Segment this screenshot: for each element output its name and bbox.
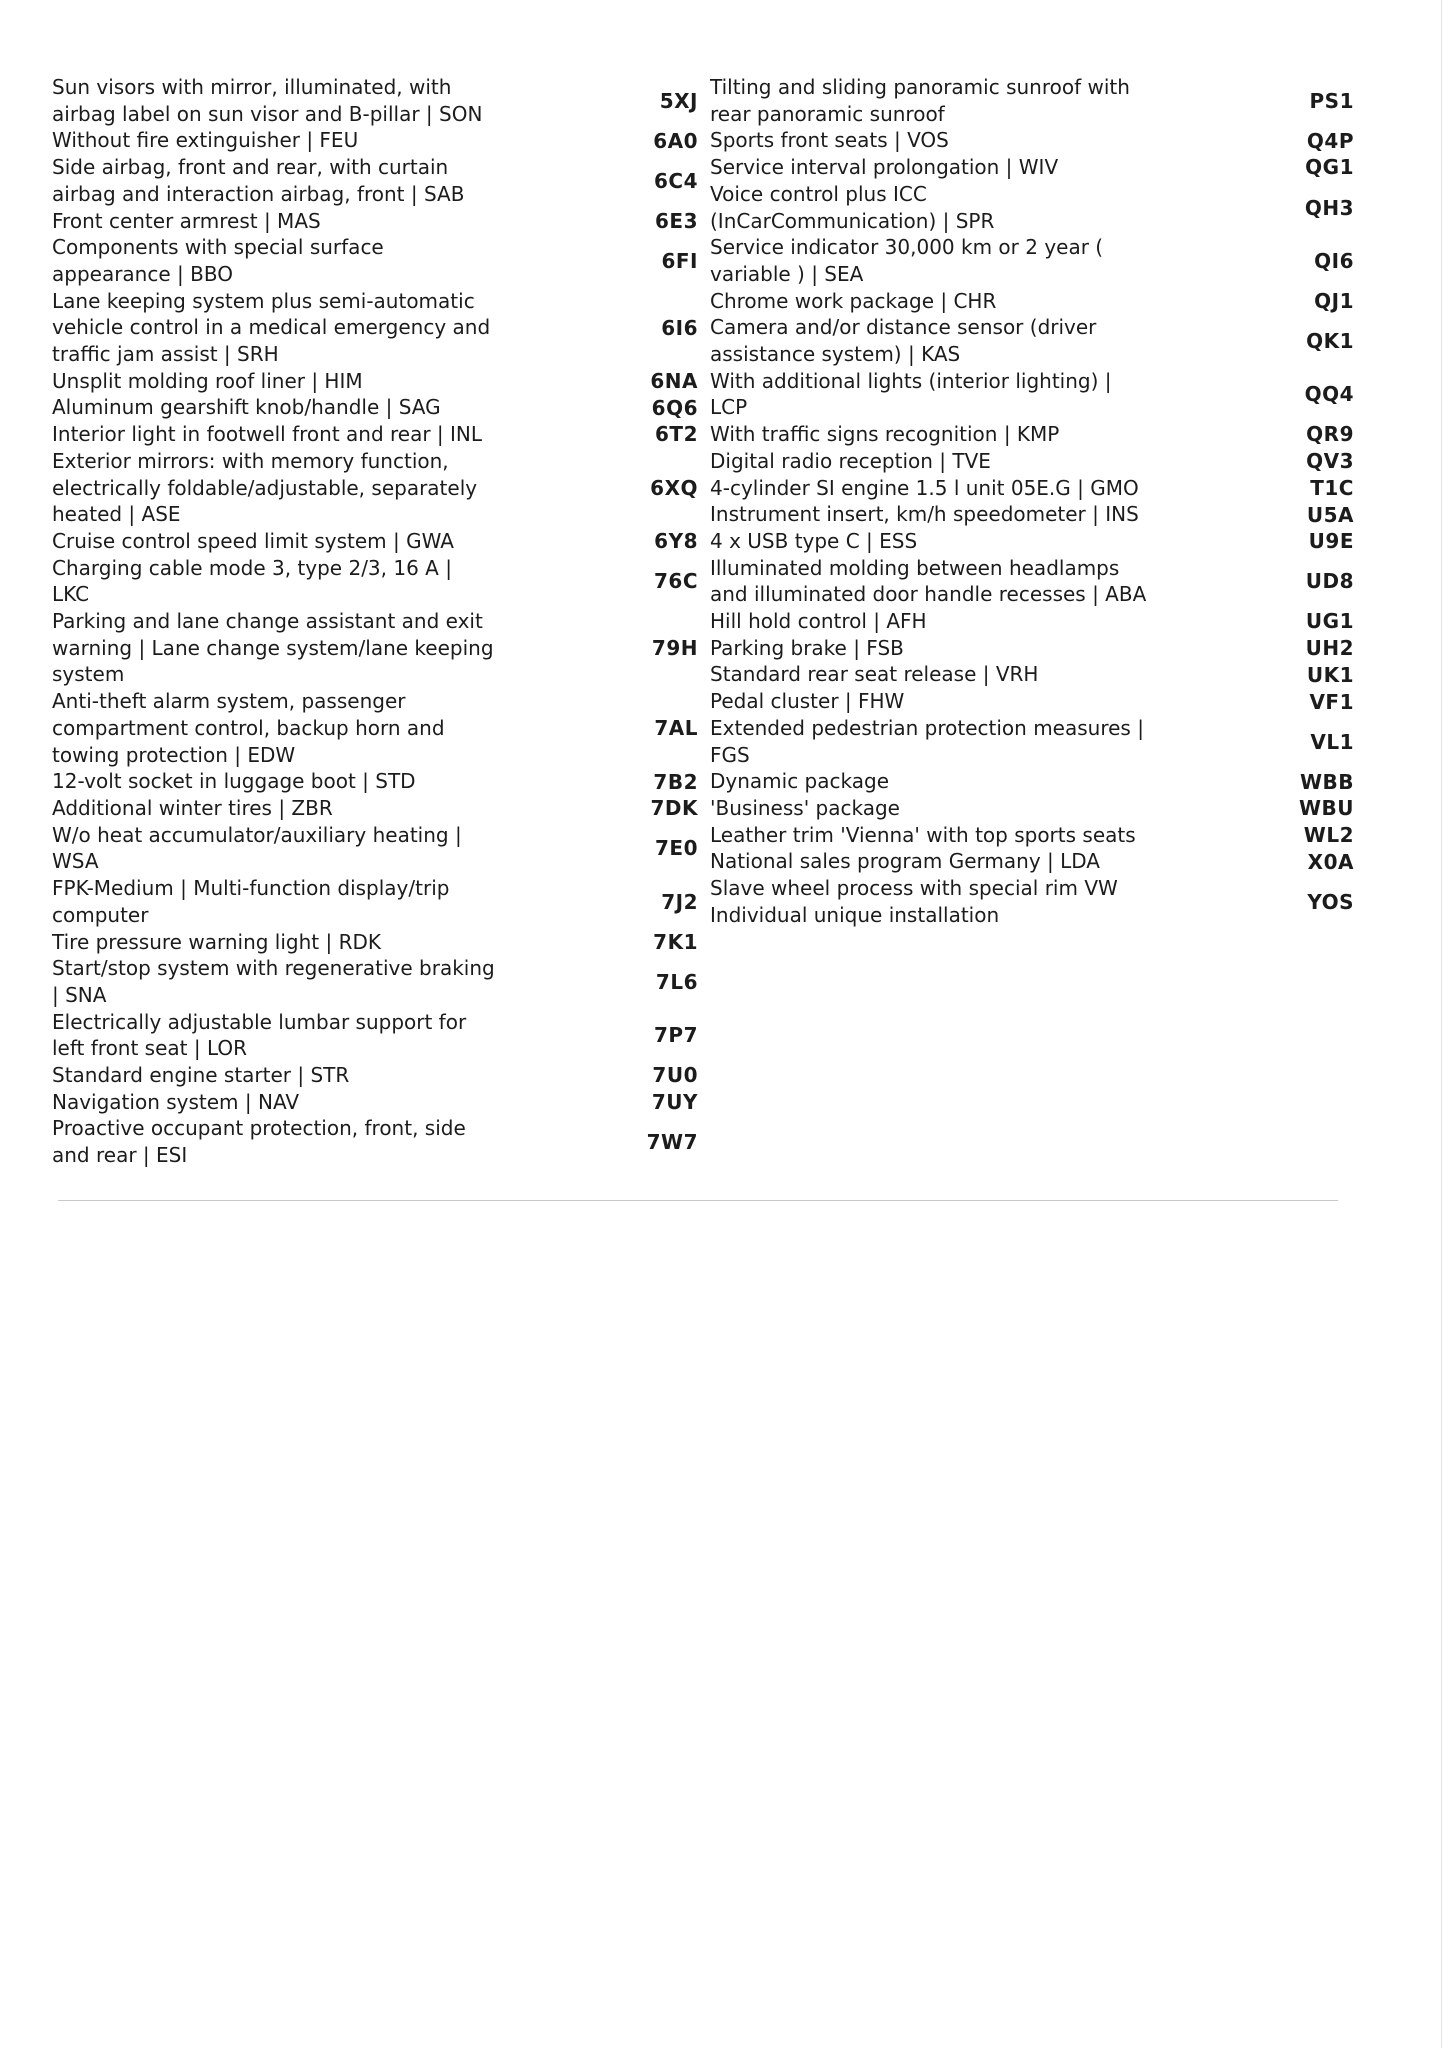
option-description: Electrically adjustable lumbar support for left front seat | LOR xyxy=(52,1009,467,1061)
option-description: Components with special surface appearance | BBO xyxy=(52,235,384,286)
option-code: 6I6 xyxy=(661,315,698,340)
option-description: Cruise control speed limit system | GWA xyxy=(52,528,454,553)
option-description: Voice control plus ICC (InCarCommunication) | SPR xyxy=(710,181,995,233)
option-code: QG1 xyxy=(1305,155,1354,180)
option-code: 7E0 xyxy=(655,836,698,861)
option-code: X0A xyxy=(1307,849,1354,874)
option-description: 'Business' package xyxy=(710,795,900,820)
option-row xyxy=(52,795,698,822)
option-row xyxy=(52,421,698,448)
option-row xyxy=(52,768,698,795)
option-description: Navigation system | NAV xyxy=(52,1089,300,1114)
option-description: Slave wheel process with special rim VW Individual unique installation xyxy=(710,876,1118,927)
option-description: Pedal cluster | FHW xyxy=(710,689,905,714)
option-description: Without fire extinguisher | FEU xyxy=(52,128,359,153)
option-row xyxy=(710,608,1354,635)
option-code: QH3 xyxy=(1304,195,1354,220)
option-description: Digital radio reception | TVE xyxy=(710,448,991,473)
option-code: UK1 xyxy=(1306,662,1354,687)
option-description: Service indicator 30,000 km or 2 year ( variable ) | SEA xyxy=(710,235,1104,286)
option-description: Chrome work package | CHR xyxy=(710,288,997,313)
option-row xyxy=(52,127,698,154)
option-row xyxy=(52,528,698,555)
option-description: Camera and/or distance sensor (driver assistance system) | KAS xyxy=(710,315,1097,367)
option-description: Start/stop system with regenerative braking | SNA xyxy=(52,956,495,1007)
option-code: 79H xyxy=(651,636,698,661)
option-row xyxy=(710,288,1354,315)
option-row xyxy=(710,822,1354,849)
option-description: Unsplit molding roof liner | HIM xyxy=(52,368,363,393)
option-code: UH2 xyxy=(1305,636,1354,661)
option-row xyxy=(710,661,1354,688)
option-row xyxy=(710,768,1354,795)
option-description: 4 x USB type C | ESS xyxy=(710,528,918,553)
option-code: YOS xyxy=(1307,889,1354,914)
option-row xyxy=(710,848,1354,875)
option-description: 4-cylinder SI engine 1.5 l unit 05E.G | GMO xyxy=(710,475,1139,500)
option-description: Hill hold control | AFH xyxy=(710,609,927,634)
option-description: Sun visors with mirror, illuminated, with airbag label on sun visor and B-pillar | SON xyxy=(52,75,483,126)
option-row xyxy=(710,795,1354,822)
option-description: Service interval prolongation | WIV xyxy=(710,155,1059,180)
option-row xyxy=(52,955,698,1008)
option-code: 7W7 xyxy=(646,1130,698,1155)
option-row xyxy=(710,688,1354,715)
option-row xyxy=(710,181,1354,234)
option-row xyxy=(710,421,1354,448)
option-description: Leather trim 'Vienna' with top sports seats xyxy=(710,822,1136,847)
option-row xyxy=(710,635,1354,662)
option-row xyxy=(710,715,1354,768)
option-description: Anti-theft alarm system, passenger compartment control, backup horn and towing protection | EDW xyxy=(52,689,445,767)
option-description: Interior light in footwell front and rear | INL xyxy=(52,422,483,447)
option-code: VL1 xyxy=(1310,729,1354,754)
option-row xyxy=(710,368,1354,421)
option-description: Parking and lane change assistant and exit warning | Lane change system/lane keeping system xyxy=(52,609,494,687)
option-description: W/o heat accumulator/auxiliary heating | WSA xyxy=(52,822,462,874)
option-code: UG1 xyxy=(1305,609,1354,634)
option-row xyxy=(52,688,698,768)
option-row xyxy=(710,74,1354,127)
option-description: With traffic signs recognition | KMP xyxy=(710,422,1060,447)
option-code: 7P7 xyxy=(654,1023,698,1048)
option-row xyxy=(52,1062,698,1089)
option-description: Illuminated molding between headlamps and illuminated door handle recesses | ABA xyxy=(710,555,1147,607)
option-row xyxy=(52,154,698,207)
option-code: 6Y8 xyxy=(654,529,698,554)
option-row xyxy=(52,1009,698,1062)
option-code: 6Q6 xyxy=(651,395,698,420)
option-description: Standard engine starter | STR xyxy=(52,1063,350,1088)
option-code: T1C xyxy=(1310,475,1354,500)
option-code: 7DK xyxy=(650,796,698,821)
option-code: Q4P xyxy=(1306,128,1354,153)
option-code: QR9 xyxy=(1306,422,1354,447)
option-code: 6E3 xyxy=(655,208,698,233)
option-row xyxy=(52,1115,698,1168)
option-description: National sales program Germany | LDA xyxy=(710,849,1100,874)
option-code: 7U0 xyxy=(652,1063,698,1088)
option-row xyxy=(52,234,698,287)
option-description: Sports front seats | VOS xyxy=(710,128,949,153)
option-description: Tire pressure warning light | RDK xyxy=(52,929,381,954)
option-code: 6C4 xyxy=(653,168,698,193)
option-row xyxy=(710,154,1354,181)
option-row xyxy=(710,528,1354,555)
section-divider xyxy=(58,1200,1338,1201)
option-code: WBB xyxy=(1299,769,1354,794)
option-row xyxy=(52,288,698,368)
option-code: 6FI xyxy=(661,248,698,273)
option-code: VF1 xyxy=(1309,689,1354,714)
option-code: 6T2 xyxy=(655,422,698,447)
option-description: Instrument insert, km/h speedometer | INS xyxy=(710,502,1139,527)
option-row xyxy=(710,475,1354,502)
option-description: Lane keeping system plus semi-automatic vehicle control in a medical emergency and traffic jam assist | SRH xyxy=(52,288,491,367)
option-code: 76C xyxy=(653,569,698,594)
option-row xyxy=(52,1089,698,1116)
options-list-left xyxy=(52,74,698,1169)
option-code: 7K1 xyxy=(653,929,698,954)
option-code: QI6 xyxy=(1314,248,1354,273)
option-row xyxy=(710,501,1354,528)
option-description: Additional winter tires | ZBR xyxy=(52,795,333,820)
option-row xyxy=(52,448,698,528)
option-description: FPK-Medium | Multi-function display/trip computer xyxy=(52,876,450,927)
option-description: With additional lights (interior lighting) | LCP xyxy=(710,368,1112,420)
option-code: 7J2 xyxy=(661,889,698,914)
option-row xyxy=(710,555,1354,608)
option-code: 7AL xyxy=(654,716,698,741)
scan-edge xyxy=(1441,0,1442,2048)
option-description: Side airbag, front and rear, with curtain airbag and interaction airbag, front | SAB xyxy=(52,155,465,206)
option-row xyxy=(52,875,698,928)
option-row xyxy=(710,875,1354,928)
option-description: Front center armrest | MAS xyxy=(52,208,321,233)
option-row xyxy=(710,127,1354,154)
option-row xyxy=(52,394,698,421)
option-description: Aluminum gearshift knob/handle | SAG xyxy=(52,395,441,420)
option-row xyxy=(710,234,1354,287)
option-code: QK1 xyxy=(1306,329,1354,354)
option-code: 6NA xyxy=(650,369,698,394)
option-description: Tilting and sliding panoramic sunroof with rear panoramic sunroof xyxy=(710,75,1130,126)
option-description: Charging cable mode 3, type 2/3, 16 A | LKC xyxy=(52,555,452,607)
option-code: QV3 xyxy=(1306,449,1354,474)
option-code: 7B2 xyxy=(653,769,698,794)
option-row xyxy=(52,822,698,875)
option-code: WBU xyxy=(1298,796,1354,821)
option-row xyxy=(52,74,698,127)
option-row xyxy=(52,608,698,688)
option-code: QJ1 xyxy=(1314,288,1354,313)
option-row xyxy=(52,929,698,956)
option-description: Extended pedestrian protection measures | FGS xyxy=(710,715,1144,767)
option-row xyxy=(710,314,1354,367)
option-description: 12-volt socket in luggage boot | STD xyxy=(52,769,416,794)
option-code: 5XJ xyxy=(659,88,698,113)
option-code: QQ4 xyxy=(1304,382,1354,407)
options-list-right xyxy=(710,74,1354,929)
option-code: PS1 xyxy=(1309,88,1354,113)
option-code: U5A xyxy=(1306,502,1354,527)
option-code: 6XQ xyxy=(650,475,698,500)
option-code: 6A0 xyxy=(653,128,698,153)
option-description: Dynamic package xyxy=(710,769,889,794)
option-code: WL2 xyxy=(1303,823,1354,848)
option-code: 7UY xyxy=(651,1090,698,1115)
option-code: UD8 xyxy=(1305,569,1354,594)
option-description: Parking brake | FSB xyxy=(710,635,904,660)
option-row xyxy=(52,208,698,235)
option-row xyxy=(52,555,698,608)
option-row xyxy=(52,368,698,395)
option-code: 7L6 xyxy=(655,969,698,994)
option-description: Exterior mirrors: with memory function, electrically foldable/adjustable, separately heated | ASE xyxy=(52,448,478,527)
option-row xyxy=(710,448,1354,475)
option-code: U9E xyxy=(1308,529,1354,554)
option-description: Standard rear seat release | VRH xyxy=(710,662,1039,687)
option-description: Proactive occupant protection, front, side and rear | ESI xyxy=(52,1116,466,1168)
